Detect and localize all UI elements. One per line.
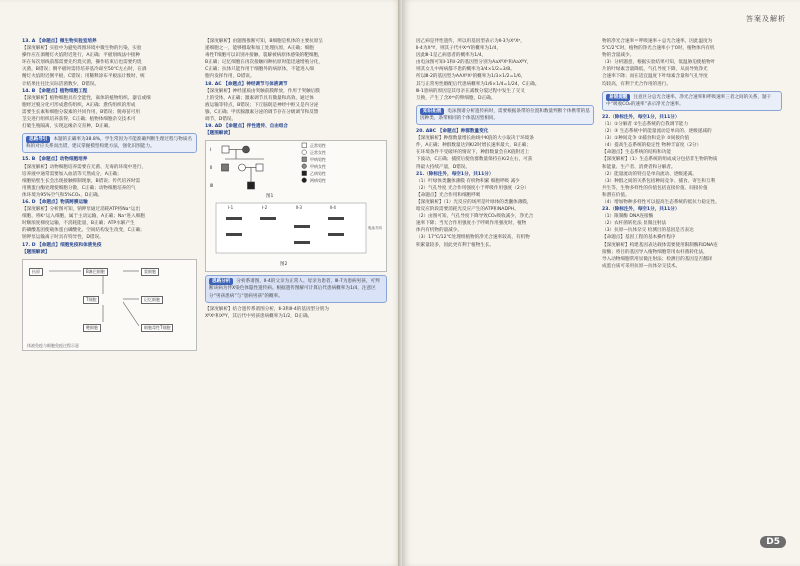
tip-box — [22, 133, 197, 153]
answer-line: 物的含量减少。 — [602, 53, 635, 59]
answer-line: 19. AD 【命题点】伴性遗传、自由组合 — [205, 124, 289, 130]
answer-line: 胞经过脱分化可形成愈伤组织，A正确；愈伤组织的形成 — [22, 102, 136, 108]
legend-symbol — [302, 178, 307, 183]
answer-line: 的磷酸基团使载体蛋白磷酸化，空间结构发生改变，C正确； — [22, 228, 145, 234]
answer-line: 液运输等特点，B错误；下丘脑既是神经中枢又是内分泌 — [205, 102, 319, 108]
answer-line: 【命题点】光合作用和细胞呼吸 — [416, 192, 481, 198]
answer-line: 【深度解析】结合遗传系谱图分析，Ⅱ-3和Ⅱ-4的基因型分别为 — [205, 306, 329, 312]
female-affected-symbol — [243, 146, 250, 153]
generation-label: Ⅰ — [210, 148, 212, 154]
legend-symbol — [302, 143, 307, 148]
warning-box-text: 注意区分总光合速率、净光合速率和呼吸速率三者之间的关系，题干中“吸收CO₂的速率”表示净光合速率。 — [606, 94, 772, 107]
answer-line: B正确；记忆细胞在再次接触同种抗原时能迅速增殖分化， — [205, 60, 323, 66]
tip-box-title: 思路导引 — [26, 136, 50, 143]
answer-line: 【深度解析】神经递质由突触前膜释放，作用于突触后膜 — [205, 88, 320, 94]
answer-line: 时顺浓度梯度运输，不消耗能量，B正确；ATP水解产生 — [22, 221, 135, 227]
answer-line: 互换，产生了含Xᵃᵇ的卵细胞，D正确。 — [416, 95, 496, 101]
legend-label: 正常女性 — [310, 150, 326, 156]
legend-label: 甲病男性 — [310, 157, 326, 163]
generation-label: Ⅱ — [210, 166, 213, 172]
answer-line: （4）提高生态系统的稳定性 物种丰富度（2分） — [602, 143, 702, 149]
right-column-1 — [416, 38, 594, 249]
legend-symbol — [302, 171, 307, 176]
answer-line: 毒性T细胞可以识别并接触、裂解被病原体感染的靶细胞， — [205, 53, 323, 59]
answer-line: 【深度解析】构建基因表达载体需要使用限制酶和DNA连 — [602, 242, 718, 248]
electrophoresis-band — [328, 233, 344, 236]
immune-diagram — [22, 259, 197, 351]
legend-label: 正常男性 — [310, 143, 326, 149]
answer-line: 下波动，C正确；捕捞后使鱼群数量保持在K/2左右，可获 — [416, 157, 533, 163]
pedigree-title: 【题图解读】 — [205, 131, 233, 137]
answer-line: （1）限制酶 DNA连接酶 — [602, 214, 654, 220]
answer-line: 【深度解析】实验中为避免周围环境中微生物的污染，实验 — [22, 46, 142, 52]
electrophoresis-frame — [216, 203, 366, 253]
knowledge-box-title: 知识拓展 — [420, 108, 444, 115]
answer-line: （3）17℃/12℃处理组植物的净光合速率较高，有机物 — [416, 235, 530, 241]
lane-label: Ⅱ-3 — [296, 205, 302, 211]
electrophoresis-band — [328, 217, 344, 220]
warning-box — [602, 91, 782, 111]
analysis-box — [205, 275, 387, 302]
answer-line: 件，A正确；种群数量达到K/2时增长速率最大，B正确； — [416, 143, 531, 149]
answer-line: 培养液中通常需要加入血清等天然成分，A正确； — [22, 171, 122, 177]
warning-box-title: 易错提醒 — [606, 94, 630, 101]
answer-line: （4）增加物种多样性可以提高生态系统的抵抗力稳定性。 — [602, 199, 720, 205]
analysis-box-text: 分析系谱图，Ⅱ-4的父亲为正常人、母亲为患者，Ⅲ-7为患病男孩，可判断该病为伴X染色体隐性遗传病。根据遗传图解可计算后代患病概率为1/4，注意区分“男孩患病”与“患病男孩”的概率。 — [209, 279, 380, 299]
answer-line: 22.（除标注外，每空1分，共11分） — [602, 114, 680, 120]
answer-line: 21.（除标注外，每空1分，共11分） — [416, 171, 494, 177]
answer-line: 体环境为95%空气和5%CO₂，D正确。 — [22, 192, 103, 198]
answer-line: （3）种群之间的关系包括种间竞争、捕食、寄生和互利 — [602, 178, 716, 184]
legend-label: 甲病女性 — [310, 164, 326, 170]
answer-line: 合速率下降；而在适宜温度下叶绿素含量和气孔导度 — [602, 74, 708, 80]
male-symbol — [256, 164, 263, 171]
pedigree-figure — [205, 140, 387, 272]
answer-line: 递细胞之一，能够摄取和加工处理抗原，A正确；细胞 — [205, 46, 314, 52]
answer-line: 所以Ⅲ-2的基因型为AAXᴮXᵇ的概率为1/3×1/2=1/6， — [416, 74, 526, 80]
answer-line: 【深度解析】分析图可知，钠钾泵通过消耗ATP将Na⁺运出 — [22, 207, 141, 213]
answer-line: 【深度解析】植物细胞具有全能性，离体的植物组织、器官或细 — [22, 95, 151, 101]
answer-line: 调节，D错误。 — [205, 117, 237, 123]
answer-line: （2）气孔导度 光合作用强度小于呼吸作用强度（2分） — [416, 185, 529, 191]
answer-line: 17. D 【命题点】细胞免疫和体液免疫 — [22, 242, 102, 248]
answer-line: 因乙病是伴性遗传，所以用基因型表示为Ⅱ-3为XᴬXᵃ， — [416, 39, 525, 44]
answer-line: 导入动物细胞常用显微注射法；检测目的基因是否翻译 — [602, 256, 713, 262]
answer-line: 20. ABC 【命题点】种群数量变化 — [416, 129, 489, 135]
answer-line: 精灯火焰附近倒平板，C错误；用稀释涂布平板法计数时，统 — [22, 74, 145, 80]
answer-line: 成蛋白质可采用抗原—抗体杂交技术。 — [602, 263, 681, 269]
answer-line: 其与正常男性婚配后代患病概率为1/6×1/4=1/24，C正确。 — [416, 81, 540, 87]
answer-line: 用胰蛋白酶处理使细胞分散，C正确；动物细胞培养的气 — [22, 185, 136, 191]
diagram-node: B淋巴细胞 — [83, 268, 108, 276]
answer-line: （2）农杆菌转化法 显微注射法 — [602, 221, 667, 227]
legend-symbol — [302, 157, 307, 162]
answer-line: 灭菌，B错误；倒平板时需待培养基冷却至50℃左右时，在酒 — [22, 67, 147, 73]
male-both-affected-symbol — [248, 182, 255, 189]
lane-label: Ⅰ-2 — [262, 205, 268, 211]
diagram-node: 抗原 — [29, 268, 43, 276]
answer-line: Ⅱ-4为XᴬY，则其子代中XᵃY的概率为1/4， — [416, 46, 502, 52]
answer-line: 得最大持续产量，D错误。 — [416, 164, 471, 170]
answer-line: 胞内发挥作用，D错误。 — [205, 74, 255, 80]
answer-line: 细胞贴壁生长会出现接触抑制现象，B错误；传代培养时需 — [22, 178, 140, 184]
electrophoresis-band — [226, 217, 242, 220]
tip-box-text: 本题的正确率为38.8%，学生常因为不能准确判断生理过程与物质名称的对应关系而出错，建议掌握模型构建方法，强化识图能力。 — [26, 137, 193, 150]
diagram-title: 【题图解读】 — [22, 249, 50, 255]
legend-label: 乙病男性 — [310, 171, 326, 177]
legend-symbol — [302, 150, 307, 155]
generation-label: Ⅲ — [210, 184, 214, 190]
left-column-1 — [22, 38, 197, 354]
answer-line: 钠钾泵运输离子时具有特异性，D错误。 — [22, 235, 104, 241]
legend-label: 两病男性 — [310, 178, 326, 184]
answer-line: 在环境条件不受破坏的情况下，种群数量会在K值附近上 — [416, 150, 530, 156]
diagram-arrows — [23, 260, 196, 350]
diagram-node: T细胞 — [83, 296, 99, 304]
answer-line: 13. A 【命题点】微生物实验室培养 — [22, 39, 97, 44]
answer-line: 【深度解析】由题图推断可知，B细胞是机体的主要抗原呈 — [205, 39, 323, 44]
answer-line: 由电泳图可知Ⅰ-1和Ⅰ-2的基因型分别为AaXᴮXᵇ和AaXᴮY， — [416, 60, 532, 66]
answer-line: （3）抗原—抗体杂交 检测目的基因是否表达 — [602, 228, 694, 234]
answer-line: 需要生长素和细胞分裂素的共同作用，B错误；脱毒苗可用 — [22, 109, 140, 115]
figure-caption: 图2 — [280, 262, 288, 268]
diagram-node: 浆细胞 — [141, 268, 159, 276]
electrophoresis-band — [294, 225, 310, 228]
answer-line: （3）分析题意，根据实验结果可知，低温胁迫使植物叶 — [602, 60, 716, 66]
answer-line: 则其女儿中两病都不患的概率为3/4×1/2=3/8。 — [416, 67, 515, 73]
page-number: D5 — [760, 536, 786, 548]
answer-line: 18. AC 【命题点】神经调节与体液调节 — [205, 81, 288, 87]
answer-line: 【深度解析】种群数量增长曲线中K值的大小取决于环境条 — [416, 136, 534, 142]
answer-line: 茎尖进行组织培养获得，C正确；植物体细胞杂交技术可 — [22, 117, 136, 123]
answer-line: 细胞、将K⁺运入细胞，属于主动运输，A正确；Na⁺进入细胞 — [22, 214, 145, 220]
answer-line: 暗反应阶段需要消耗光反应产生的ATP和NADPH。 — [416, 207, 519, 213]
answer-line: （2）能量流动的特点是单向流动、逐级递减。 — [602, 171, 697, 177]
answer-line: 环在每次划线前都需要先灼烧灭菌，操作结束后也需要灼烧 — [22, 60, 142, 66]
diagram-caption: 体液免疫与细胞免疫过程示意 — [27, 342, 79, 348]
answer-line: 【命题点】生态系统的结构和功能 — [602, 150, 671, 156]
answer-line: 23.（除标注外，每空1分，共11分） — [602, 207, 680, 213]
electrophoresis-band — [260, 217, 276, 220]
answer-line: 因此Ⅲ-1是乙病患者的概率为1/4， — [416, 53, 487, 59]
answer-line: 【命题点】基因工程的基本操作程序 — [602, 235, 676, 241]
knowledge-box-text: 电泳图谱分析遗传病时，需要根据条带的位置和数量判断个体携带的基因种类，条带相同的个体基因型相同。 — [420, 108, 590, 121]
answer-line: 速率下降；当光合作用强度小于呼吸作用强度时，植物 — [416, 221, 527, 227]
diagram-node: 细胞毒性T细胞 — [141, 324, 173, 332]
answer-line: （1）叶绿体类囊体薄膜 有机物积累 细胞呼吸 减少 — [416, 178, 520, 184]
answer-line: XᴮXᵇ和XᴮY，其后代中男孩患病概率为1/2，D正确。 — [205, 313, 313, 319]
female-symbol — [239, 164, 246, 171]
answer-line: 片的叶绿素含量降低，气孔导度下降，从而导致净光 — [602, 67, 708, 73]
answer-line: 计结果往往比实际活菌数少，D错误。 — [22, 81, 100, 87]
diagram-node: 靶细胞 — [83, 324, 101, 332]
answer-line: 物的净光合速率＝呼吸速率＋总光合速率，因此温度为 — [602, 39, 713, 44]
diagram-node: 记忆细胞 — [141, 296, 163, 304]
electrophoresis-band — [294, 241, 310, 244]
answer-line: Ⅲ-1患病的原因是其母亲在减数分裂过程中发生了交叉 — [416, 88, 525, 94]
legend-symbol — [302, 164, 307, 169]
answer-line: 均较高，有利于光合作用的进行。 — [602, 81, 671, 87]
answer-line: 16. D 【命题点】物质跨膜运输 — [22, 199, 88, 205]
analysis-box-title: 思路分析 — [209, 278, 233, 285]
answer-line: 体内有机物的量减少。 — [416, 228, 462, 234]
answer-line: 积累量较多，因此更有利于植物生长。 — [416, 242, 495, 248]
answer-line: C正确；抗体只能作用于细胞外的病原体，不能进入细 — [205, 67, 314, 73]
answer-line: （2）由图可知，气孔导度下降导致CO₂吸收减少，净光合 — [416, 214, 534, 220]
answer-line: （3）①种间竞争 ②捕食和竞争 ③间接价值 — [602, 136, 690, 142]
answer-line: 5℃/2℃时，植物的净光合速率小于0时，植物体内有机 — [602, 46, 715, 52]
answer-line: 腺，C正确；甲状腺激素分泌的调节存在分级调节和反馈 — [205, 109, 319, 115]
lane-label: Ⅰ-1 — [228, 205, 234, 211]
left-column-2 — [205, 38, 387, 320]
knowledge-box — [416, 105, 594, 125]
answer-line: 和潜在价值。 — [602, 192, 630, 198]
answer-line: 操作应在酒精灯火焰附近进行，A正确；平板划线法中接种 — [22, 53, 140, 59]
right-page — [402, 0, 800, 566]
answer-line: 14. B 【命题点】植物细胞工程 — [22, 88, 88, 94]
page-header-title: 答案及解析 — [746, 15, 786, 23]
answer-line: 【深度解析】动物细胞培养需要在无菌、无毒的环境中进行， — [22, 164, 147, 170]
answer-line: 【深度解析】（1）光反应的场所是叶绿体的类囊体薄膜， — [416, 199, 532, 205]
answer-line: 【深度解析】（1）生态系统的组成成分包括非生物的物质 — [602, 157, 718, 163]
answer-line: 和能量、生产者、消费者和分解者。 — [602, 164, 676, 170]
answer-line: （2）③ 生态系统中的能量流动是单向的、逐级递减的 — [602, 129, 712, 135]
figure-caption: 图1 — [266, 194, 274, 200]
answer-line: 15. B 【命题点】动物细胞培养 — [22, 157, 88, 163]
lane-label: Ⅱ-4 — [330, 205, 336, 211]
electrophoresis-axis-label: 电泳方向 — [368, 226, 382, 231]
electrophoresis-band — [226, 233, 242, 236]
male-symbol — [222, 146, 229, 153]
answer-line: 打破生殖隔离，实现远缘杂交育种，D正确。 — [22, 124, 113, 130]
answer-line: 共生等，生物多样性的价值包括直接价值、间接价值 — [602, 185, 708, 191]
diagram-arrow — [123, 302, 139, 326]
answer-line: 上的受体，A正确；激素调节具有微量和高效、通过体 — [205, 95, 314, 101]
male-affected-symbol — [222, 164, 229, 171]
answer-line: 接酶；将目的基因导入植物细胞常用农杆菌转化法， — [602, 249, 708, 255]
answer-line: （1）①分解者 ②生态系统的自我调节能力 — [602, 121, 689, 127]
right-column-2 — [602, 38, 782, 270]
